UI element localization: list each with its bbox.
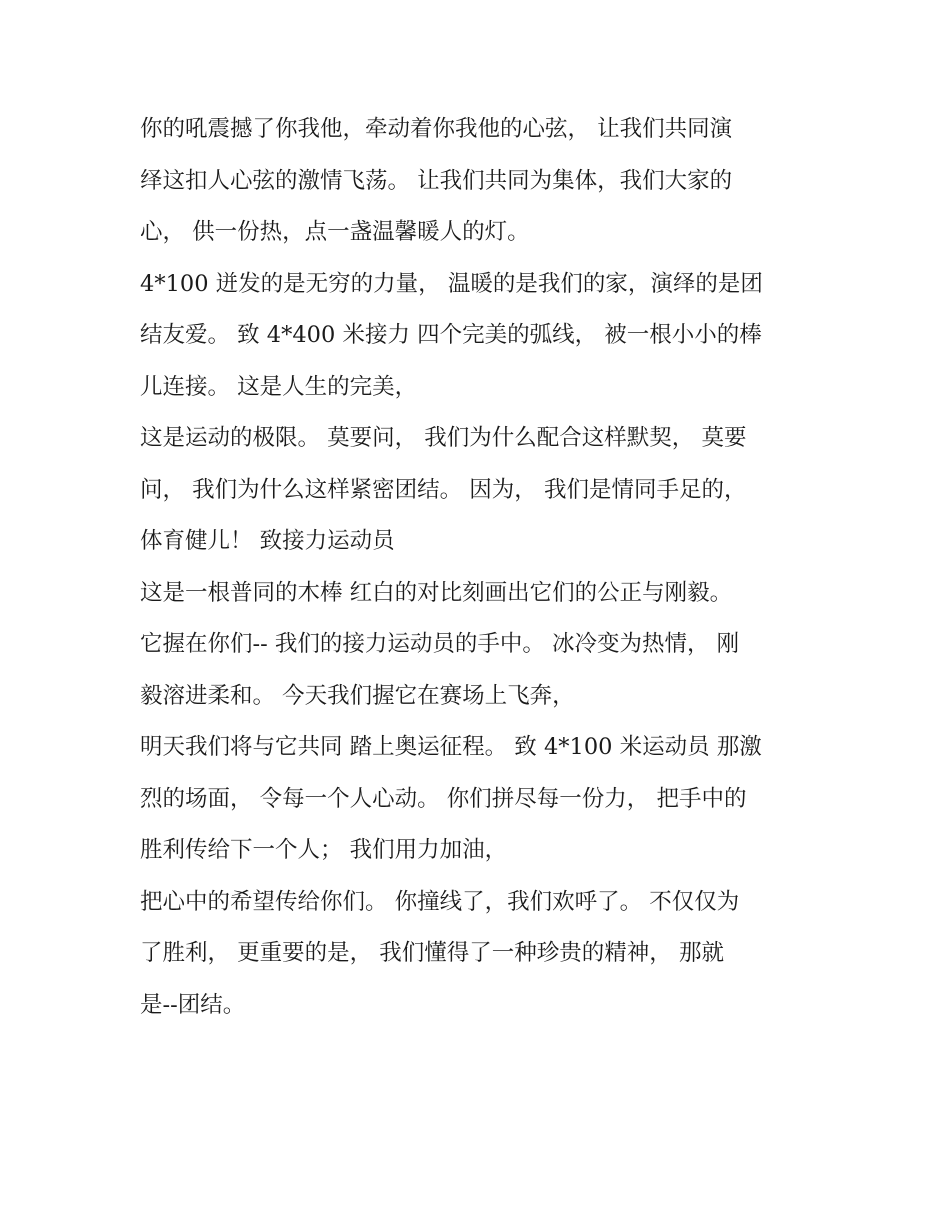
text-line: 4*100 迸发的是无穷的力量， 温暖的是我们的家，演绎的是团 [140, 270, 763, 297]
text-line: 你的吼震撼了你我他，牵动着你我他的心弦， 让我们共同演 [140, 116, 733, 142]
text-line: 这是一根普同的木棒 红白的对比刻画出它们的公正与刚毅。 [140, 579, 733, 606]
text-line: 体育健儿！ 致接力运动员 [140, 528, 395, 554]
text-line: 了胜利， 更重要的是， 我们懂得了一种珍贵的精神， 那就 [140, 940, 724, 966]
text-line: 它握在你们-- 我们的接力运动员的手中。 冰冷变为热情， 刚 [140, 631, 740, 657]
text-line: 结友爱。 致 4*400 米接力 四个完美的弧线， 被一根小小的棒 [140, 322, 762, 348]
text-line: 明天我们将与它共同 踏上奥运征程。 致 4*100 米运动员 那激 [140, 734, 762, 760]
text-line: 烈的场面， 令每一个人心动。 你们拼尽每一份力， 把手中的 [140, 785, 747, 812]
text-line: 问， 我们为什么这样紧密团结。 因为， 我们是情同手足的， [140, 476, 747, 503]
document-body [140, 104, 820, 1031]
text-line: 是--团结。 [140, 991, 246, 1018]
text-line: 心， 供一份热，点一盏温馨暖人的灯。 [140, 219, 530, 245]
text-line: 毅溶进柔和。 今天我们握它在赛场上飞奔， [140, 682, 575, 709]
text-line: 把心中的希望传给你们。 你撞线了，我们欢呼了。 不仅仅为 [140, 888, 740, 915]
text-line: 绎这扣人心弦的激情飞荡。 让我们共同为集体，我们大家的 [140, 167, 733, 194]
text-line: 这是运动的极限。 莫要问， 我们为什么配合这样默契， 莫要 [140, 425, 747, 451]
text-line: 胜利传给下一个人； 我们用力加油， [140, 837, 508, 863]
text-line: 儿连接。 这是人生的完美， [140, 373, 418, 400]
